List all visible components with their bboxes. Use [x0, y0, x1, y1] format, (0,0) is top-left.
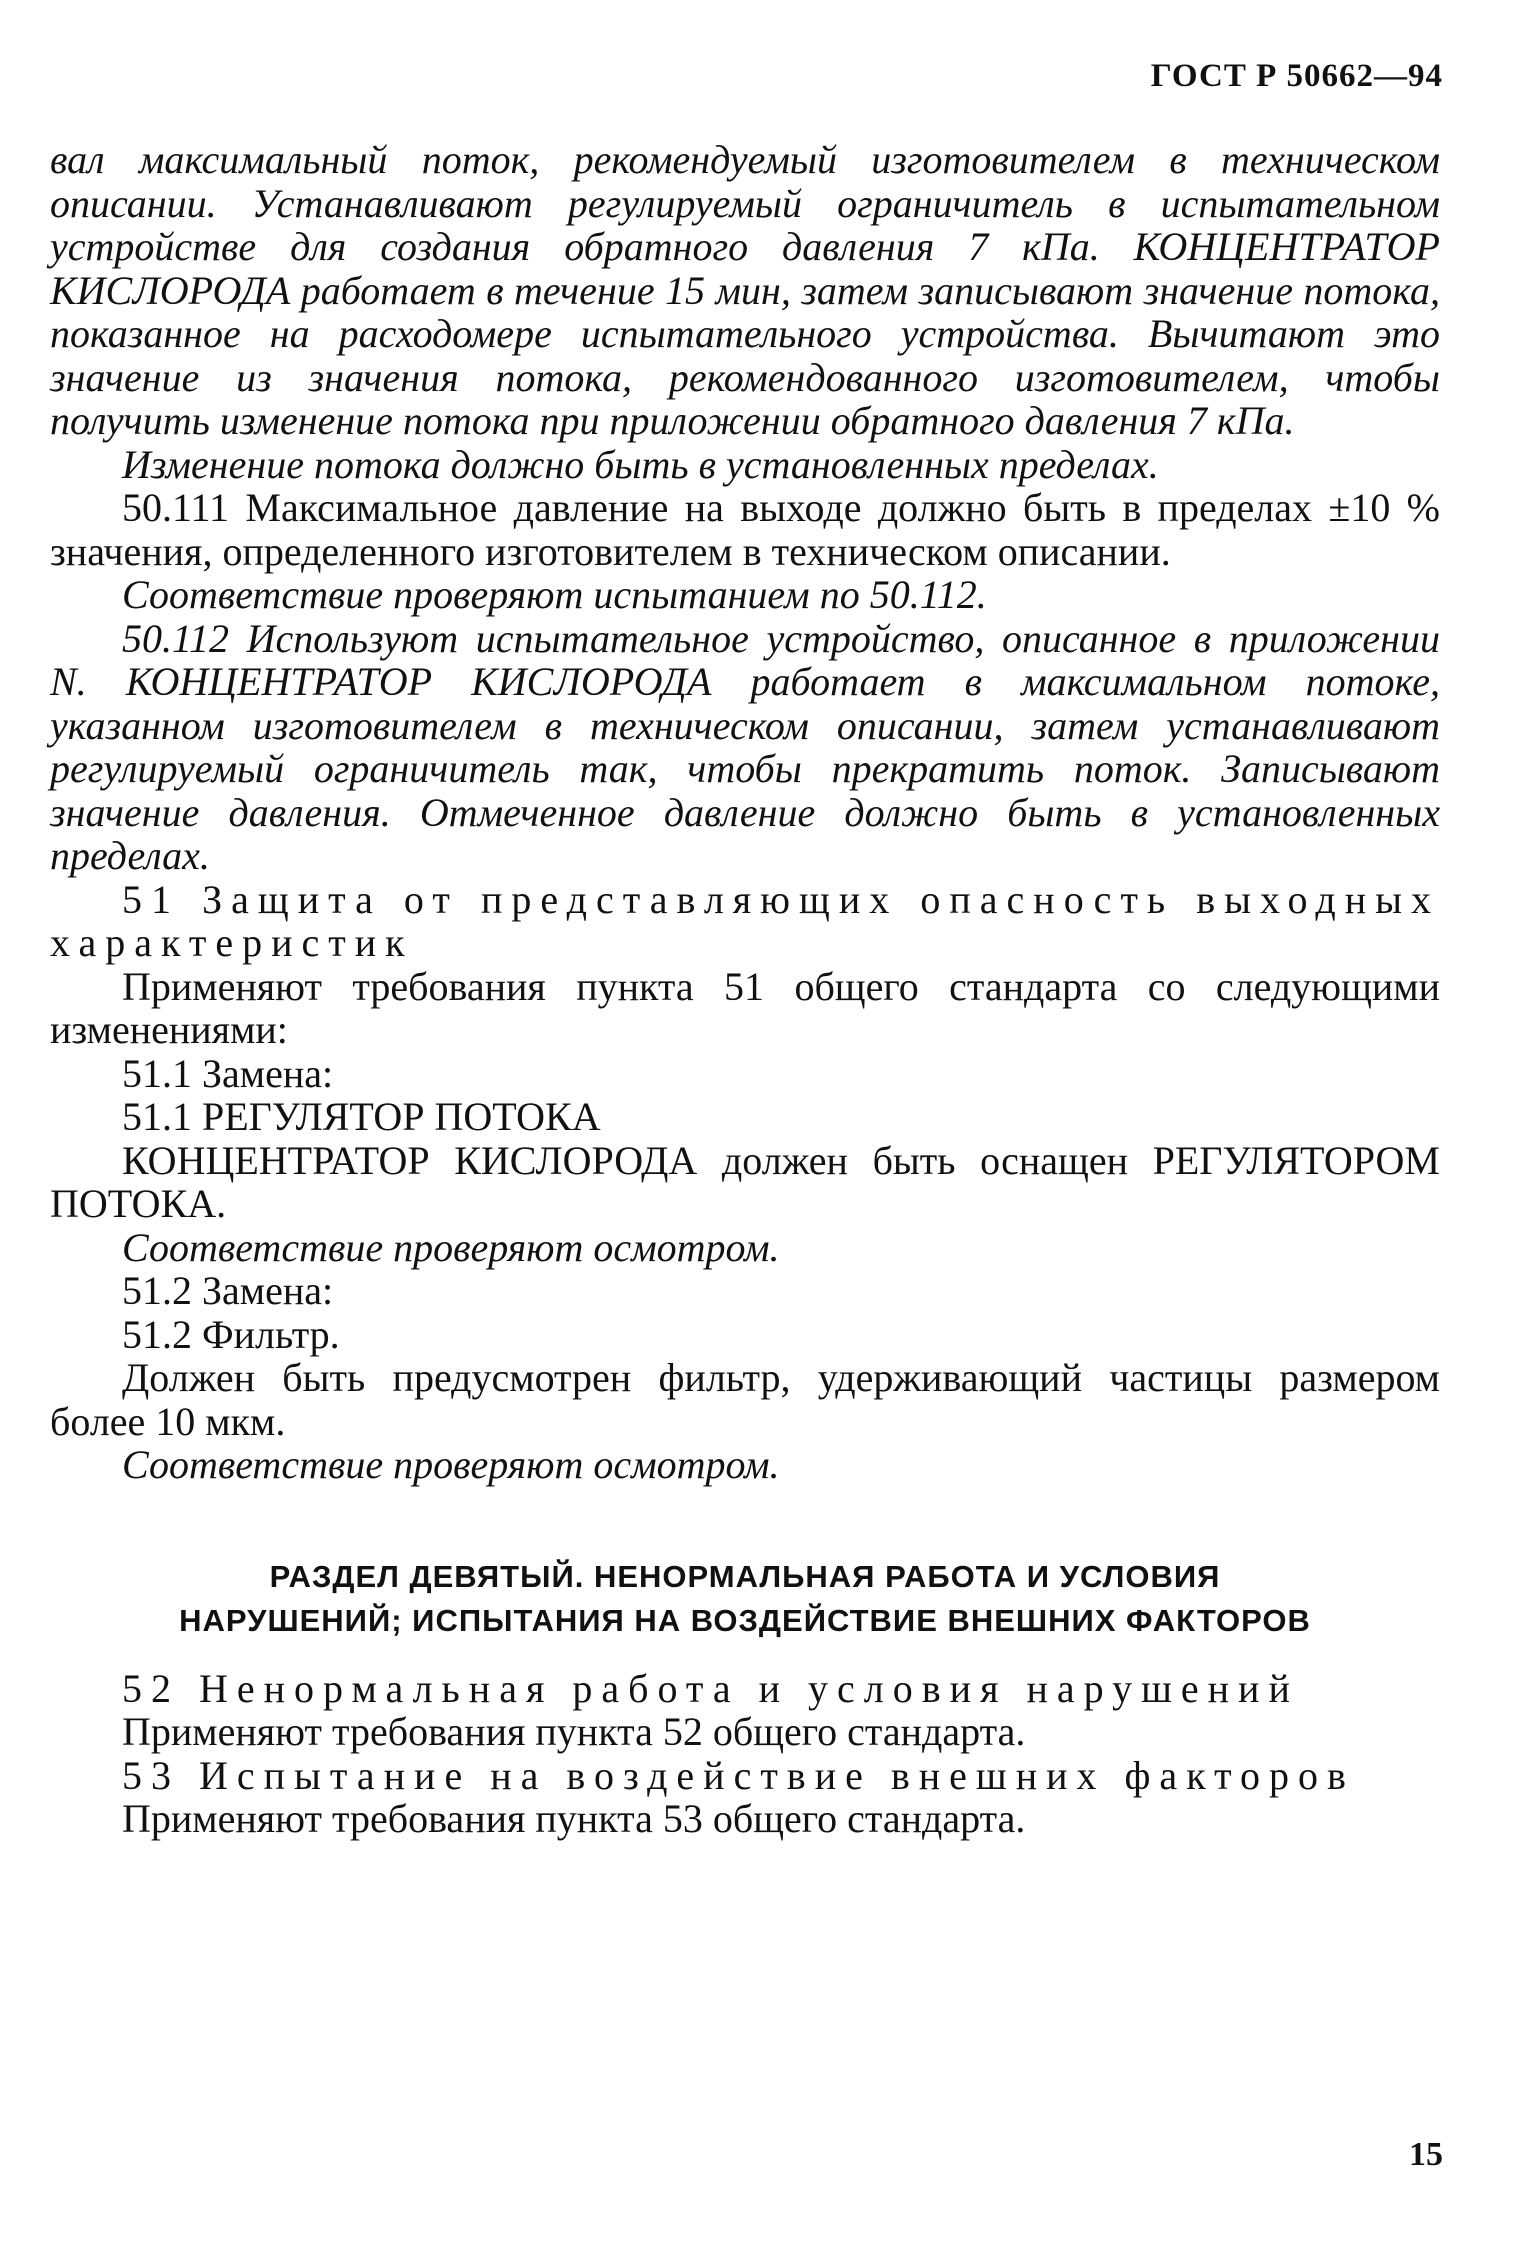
paragraph-compliance-50-112: Соответствие проверяют испытанием по 50.112.: [122, 572, 987, 617]
paragraph-compliance-inspection-2: Соответствие проверяют осмотром.: [122, 1442, 780, 1487]
clause-51-1-replacement: 51.1 Замена:: [122, 1050, 334, 1096]
section-title-line-1: РАЗДЕЛ ДЕВЯТЫЙ. НЕНОРМАЛЬНАЯ РАБОТА И УСЛОВИЯ: [269, 1558, 1221, 1594]
document-code-header: ГОСТ Р 50662—94: [1150, 58, 1443, 94]
page-number: 15: [1409, 2136, 1443, 2173]
body-text: [50, 138, 1440, 1841]
paragraph-flow-regulator: КОНЦЕНТРАТОР КИСЛОРОДА должен быть оснащен РЕГУЛЯТОРОМ ПОТОКА.: [50, 1137, 1440, 1226]
clause-51-heading: 51 Защита от представляющих опасность выходных характеристик: [50, 876, 1440, 965]
section-title-line-2: НАРУШЕНИЙ; ИСПЫТАНИЯ НА ВОЗДЕЙСТВИЕ ВНЕШНИХ ФАКТОРОВ: [179, 1602, 1311, 1638]
paragraph-test-procedure-continued: вал максимальный поток, рекомендуемый изготовителем в техническом описании. Устанавливают регулируемый ограничитель в испытательном устройстве для создания обратного давления 7 кПа. КОНЦЕНТРАТОР КИСЛОРОДА работает в течение 15 мин, затем записывают значение потока, показанное на расходомере испытательного устройства. Вычитают это значение из значения потока, рекомендованного изготовителем, чтобы получить изменение потока при приложении обратного давления 7 кПа.: [50, 137, 1440, 443]
paragraph-52-applies: Применяют требования пункта 52 общего стандарта.: [122, 1709, 1026, 1754]
paragraph-51-applies: Применяют требования пункта 51 общего стандарта со следующими изменениями:: [50, 963, 1440, 1052]
paragraph-53-applies: Применяют требования пункта 53 общего стандарта.: [122, 1796, 1026, 1841]
clause-51-2-title: 51.2 Фильтр.: [122, 1311, 340, 1357]
clause-53-heading: 53 Испытание на воздействие внешних факторов: [122, 1752, 1355, 1798]
paragraph-flow-change-limits: Изменение потока должно быть в установленных пределах.: [122, 441, 1159, 487]
clause-51-1-title: 51.1 РЕГУЛЯТОР ПОТОКА: [122, 1094, 601, 1139]
section-nine-title: [50, 1555, 1440, 1643]
paragraph-compliance-inspection-1: Соответствие проверяют осмотром.: [122, 1224, 780, 1270]
clause-50-112: 50.112 Используют испытательное устройство, описанное в приложении N. КОНЦЕНТРАТОР КИСЛОРОДА работает в максимальном потоке, указанном изготовителем в техническом описании, затем устанавливают регулируемый ограничитель так, чтобы прекратить поток. Записывают значение давления. Отмеченное давление должно быть в установленных пределах.: [50, 615, 1440, 878]
clause-50-111: 50.111 Максимальное давление на выходе должно быть в пределах ±10 % значения, определенного изготовителем в техническом описании.: [50, 485, 1440, 574]
clause-51-2-replacement: 51.2 Замена:: [122, 1268, 334, 1313]
clause-52-heading: 52 Ненормальная работа и условия нарушений: [122, 1665, 1299, 1711]
paragraph-filter-requirement: Должен быть предусмотрен фильтр, удерживающий частицы размером более 10 мкм.: [50, 1355, 1440, 1444]
